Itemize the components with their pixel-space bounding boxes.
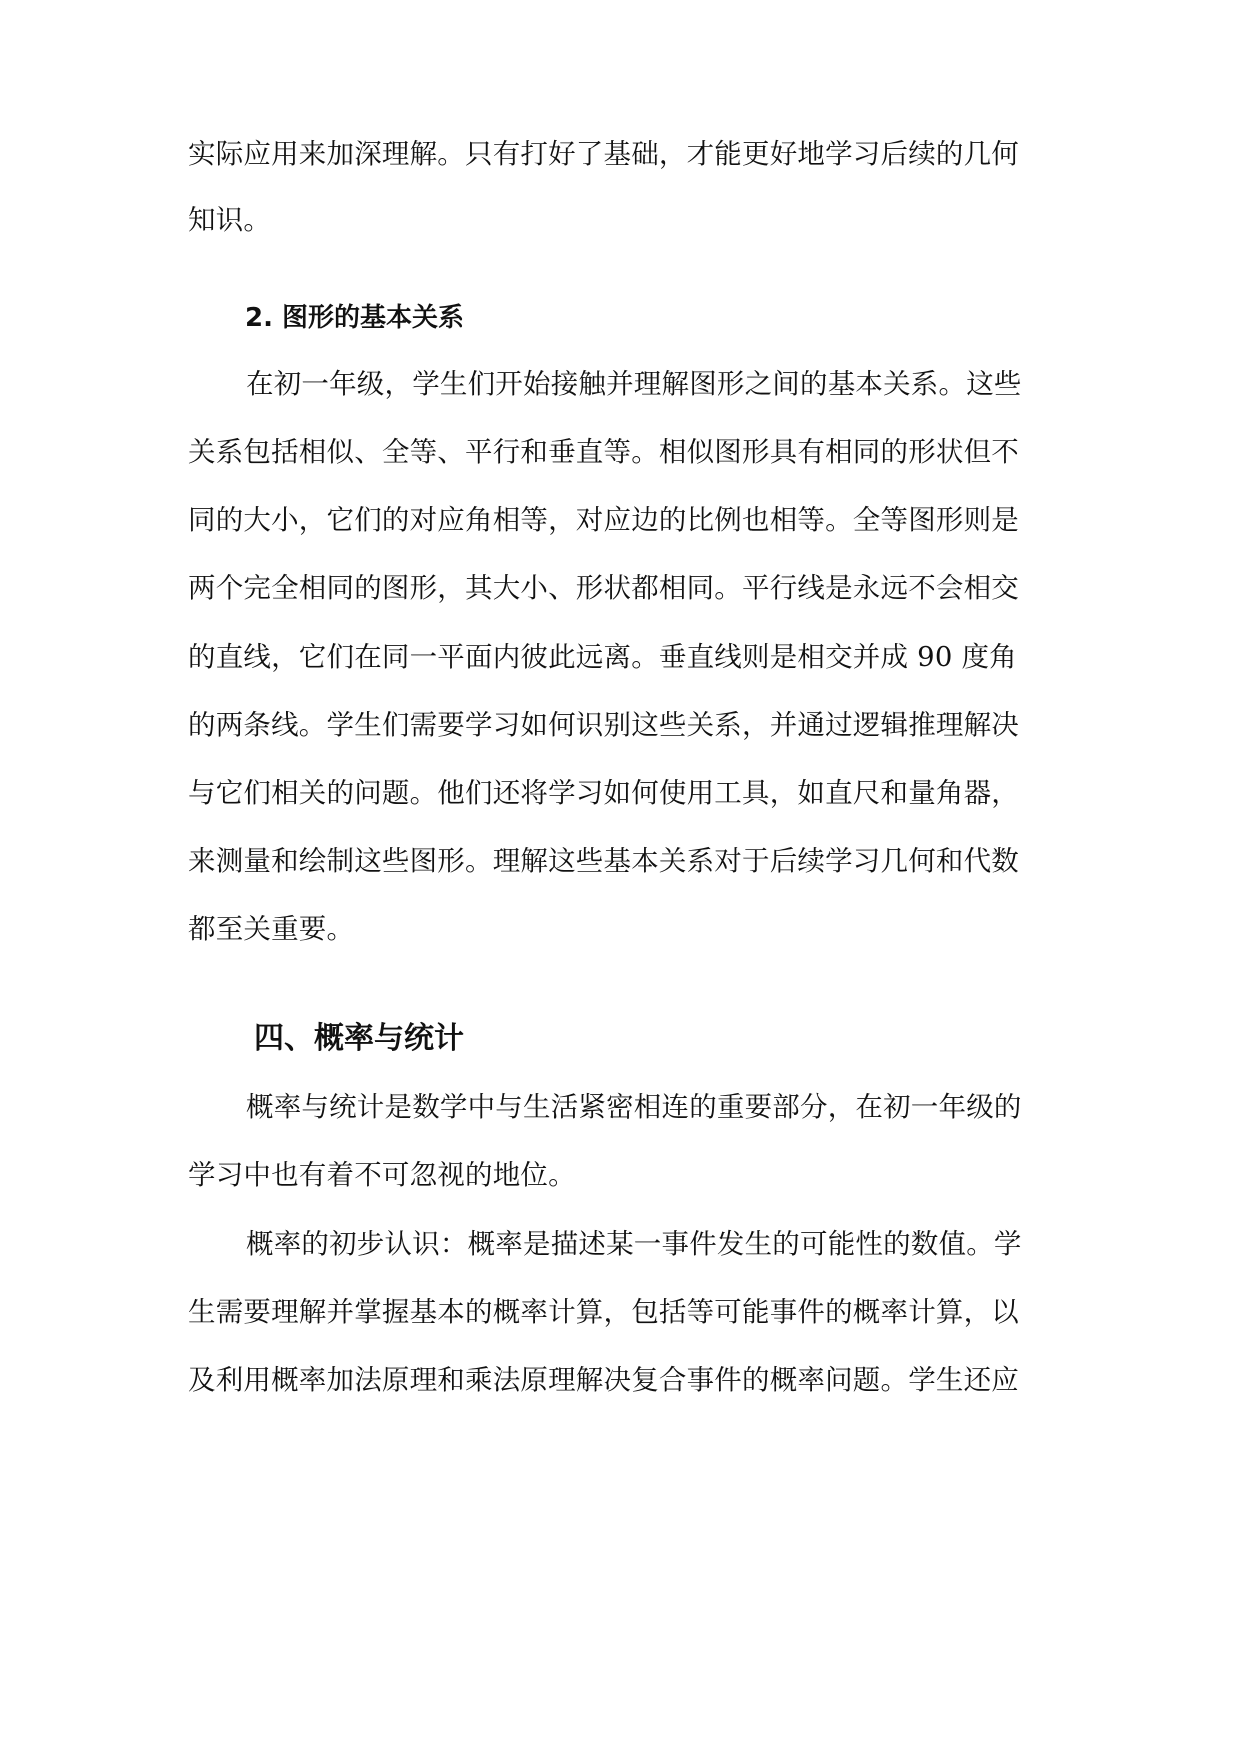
section-heading: 四、概率与统计 bbox=[254, 1021, 464, 1056]
paragraph-line: 生需要理解并掌握基本的概率计算，包括等可能事件的概率计算，以 bbox=[188, 1296, 1019, 1328]
paragraph-line: 在初一年级，学生们开始接触并理解图形之间的基本关系。这些 bbox=[246, 368, 1022, 400]
subsection-heading: 2. 图形的基本关系 bbox=[245, 303, 465, 333]
paragraph-line: 知识。 bbox=[188, 204, 272, 236]
paragraph-line: 关系包括相似、全等、平行和垂直等。相似图形具有相同的形状但不 bbox=[188, 436, 1019, 468]
paragraph-line: 的两条线。学生们需要学习如何识别这些关系，并通过逻辑推理解决 bbox=[188, 709, 1019, 741]
paragraph-line: 的直线，它们在同一平面内彼此远离。垂直线则是相交并成 90 度角 bbox=[188, 641, 1017, 673]
paragraph-line: 及利用概率加法原理和乘法原理解决复合事件的概率问题。学生还应 bbox=[188, 1364, 1019, 1396]
paragraph-line: 同的大小，它们的对应角相等，对应边的比例也相等。全等图形则是 bbox=[188, 504, 1019, 536]
paragraph-line: 概率的初步认识：概率是描述某一事件发生的可能性的数值。学 bbox=[246, 1228, 1022, 1260]
paragraph-line: 与它们相关的问题。他们还将学习如何使用工具，如直尺和量角器， bbox=[188, 777, 1019, 809]
paragraph-line: 来测量和绘制这些图形。理解这些基本关系对于后续学习几何和代数 bbox=[188, 845, 1019, 877]
paragraph-line: 学习中也有着不可忽视的地位。 bbox=[188, 1159, 576, 1191]
paragraph-line: 都至关重要。 bbox=[188, 913, 355, 945]
paragraph-line: 实际应用来加深理解。只有打好了基础，才能更好地学习后续的几何 bbox=[188, 138, 1019, 170]
paragraph-line: 两个完全相同的图形，其大小、形状都相同。平行线是永远不会相交 bbox=[188, 572, 1019, 604]
paragraph-line: 概率与统计是数学中与生活紧密相连的重要部分，在初一年级的 bbox=[246, 1091, 1022, 1123]
